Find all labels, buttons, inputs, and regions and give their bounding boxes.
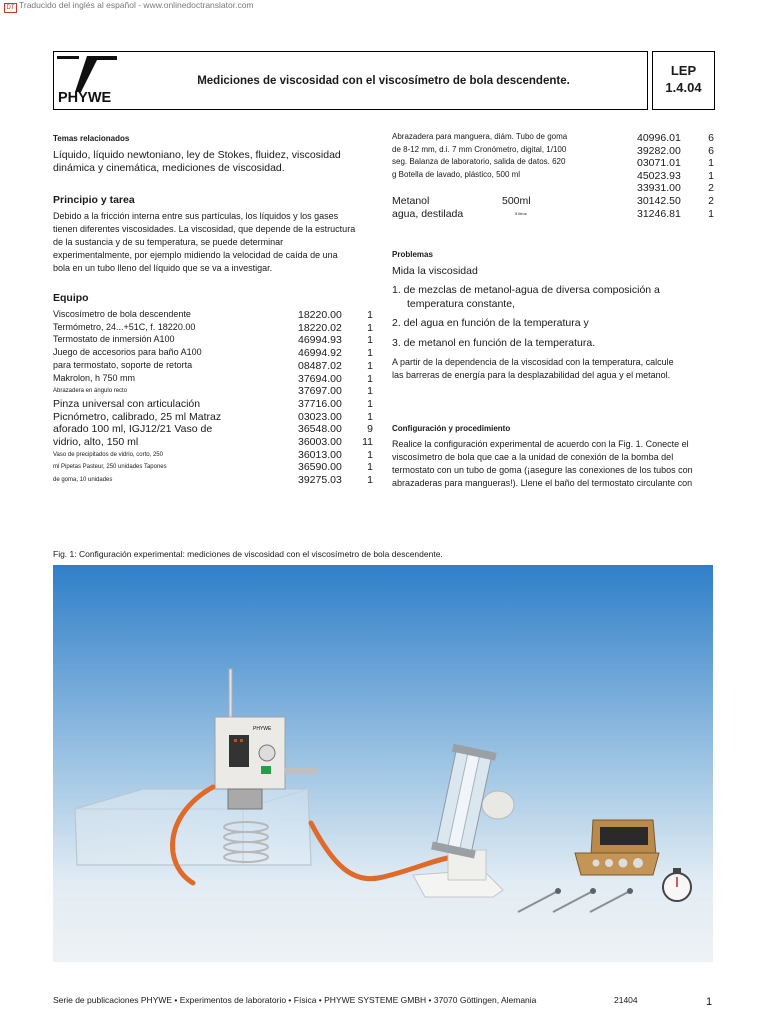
list-item [53, 423, 373, 436]
item-name: Pinza universal con articulación [53, 397, 201, 410]
list-item [392, 182, 714, 195]
list-item [53, 436, 373, 449]
problem-item-cont: temperatura constante, [407, 297, 515, 310]
related-topics-text: Líquido, líquido newtoniano, ley de Stokes, fluidez, viscosidad dinámica y cinemática, mediciones de viscosidad. [53, 149, 341, 174]
item-code: 37694.00 [298, 372, 342, 385]
item-qty: 9 [367, 423, 373, 436]
principle-heading: Principio y tarea [53, 194, 135, 206]
footer-code: 21404 [614, 995, 638, 1005]
item-qty: 1 [708, 157, 714, 169]
setup-text: Realice la configuración experimental de acuerdo con la Fig. 1. Conecte el viscosímetro de bola que cae a la unidad de conexión de la bomba del termostato con un tubo de goma (¡asegure las conexiones de los tubos con abrazaderas para mangueras!). Llene el baño del termostato circulante con [392, 439, 693, 488]
chemicals-list [392, 195, 714, 223]
problems-intro: Mida la viscosidad [392, 265, 478, 277]
item-name: Picnómetro, calibrado, 25 ml Matraz [53, 410, 222, 423]
item-code: 45023.93 [637, 169, 681, 182]
equipment-list-continued [392, 132, 714, 198]
translator-banner-text: Traducido del inglés al español - www.onlinedoctranslator.com [19, 0, 254, 10]
problems-list [392, 284, 714, 350]
lep-box [652, 51, 715, 110]
document-header [53, 51, 648, 110]
item-name: para termostato, soporte de retorta [53, 359, 193, 370]
list-item: Metanol 500ml 30142.50 2 [392, 195, 714, 207]
setup-heading: Configuración y procedimiento [392, 424, 511, 433]
equipment-heading: Equipo [53, 292, 89, 304]
item-qty: 1 [367, 347, 373, 360]
item-name: Abrazadera para manguera, diám. Tubo de goma [392, 132, 568, 141]
item-qty: 1 [367, 397, 373, 410]
list-item [53, 385, 373, 398]
item-code: 33931.00 [637, 182, 681, 194]
item-qty: 1 [367, 334, 373, 347]
equipment-list [53, 309, 373, 489]
item-code: 36003.00 [298, 436, 342, 448]
item-name: g Botella de lavado, plástico, 500 ml [392, 169, 521, 179]
item-code: 39282.00 [637, 144, 681, 157]
list-item [53, 461, 373, 474]
problems-heading: Problemas [392, 250, 433, 259]
lep-label: LEP [670, 63, 697, 78]
list-item [392, 145, 714, 158]
phywe-logo-text: PHYWE [58, 90, 112, 106]
page-number: 1 [706, 996, 713, 1008]
list-item [53, 347, 373, 360]
list-item [53, 360, 373, 373]
item-code: 39275.03 [298, 474, 342, 487]
item-qty: 1 [367, 359, 373, 372]
item-qty: 6 [708, 132, 714, 144]
item-name: Viscosímetro de bola descendente [53, 309, 191, 319]
list-item [53, 398, 373, 411]
item-qty: 1 [367, 372, 373, 385]
item-code: 03071.01 [637, 157, 681, 169]
item-code: 46994.93 [298, 334, 342, 347]
list-item [53, 309, 373, 322]
item-qty: 1 [367, 321, 373, 334]
document-title: Mediciones de viscosidad con el viscosímetro de bola descendente. [197, 74, 570, 87]
related-topics-heading: Temas relacionados [53, 134, 130, 143]
item-qty: 1 [708, 169, 714, 182]
item-code: 08487.02 [298, 359, 342, 372]
item-qty: 1 [367, 385, 373, 398]
item-qty: 11 [362, 436, 373, 448]
item-qty: 1 [367, 461, 373, 474]
item-code: 40996.01 [637, 132, 681, 144]
list-item [392, 170, 714, 183]
experiment-photo [53, 565, 713, 962]
item-code: 36590.00 [298, 461, 342, 474]
item-qty: 1 [367, 309, 373, 321]
list-item [53, 373, 373, 386]
problem-item: 2. del agua en función de la temperatura y [392, 317, 589, 329]
phywe-logo [57, 56, 117, 106]
item-name: Juego de accesorios para baño A100 [53, 347, 202, 358]
item-code: 37697.00 [298, 385, 342, 398]
translator-banner[interactable] [4, 0, 254, 13]
list-item [53, 449, 373, 462]
item-code: 18220.02 [298, 321, 342, 334]
figure-caption: Fig. 1: Configuración experimental: mediciones de viscosidad con el viscosímetro de bola descendente. [53, 549, 443, 559]
footer-text: Serie de publicaciones PHYWE • Experimentos de laboratorio • Física • PHYWE SYSTEME GMBH • 37070 Göttingen, Alemania [53, 995, 537, 1005]
item-code: 36013.00 [298, 448, 342, 461]
item-code: 18220.00 [298, 309, 342, 321]
lep-number: 1.4.04 [665, 80, 702, 95]
list-item [53, 411, 373, 424]
list-item [392, 157, 714, 170]
item-code: 36548.00 [298, 423, 342, 436]
item-name: de goma, 10 unidades [53, 477, 113, 484]
item-code: 37716.00 [298, 397, 342, 410]
problems-outro: A partir de la dependencia de la viscosidad con la temperatura, calcule las barreras de energía para la desplazabilidad del agua y el metanol. [392, 357, 674, 380]
item-qty: 1 [367, 448, 373, 461]
list-item: agua, destilada 5 litros 31246.81 1 [392, 208, 714, 220]
list-item [53, 334, 373, 347]
thermostat-logo: PHYWE [253, 726, 272, 732]
item-name: de 8-12 mm, d.i. 7 mm Cronómetro, digital, 1/100 [392, 144, 567, 154]
item-qty: 2 [708, 182, 714, 194]
item-name: Makrolon, h 750 mm [53, 372, 136, 383]
principle-text: Debido a la fricción interna entre sus partículas, los líquidos y los gases tienen diferentes viscosidades. La viscosidad, que depende de la estructura de la sustancia y de su temperatura, se puede determinar experimentalmente, por ejemplo midiendo la velocidad de caída de una bola en un tubo lleno del líquido que se va a investigar. [53, 211, 356, 273]
item-qty: 1 [367, 474, 373, 487]
item-qty: 1 [367, 410, 373, 423]
list-item [53, 322, 373, 335]
item-name: Vaso de precipitados de vidrio, corto, 250 [53, 451, 163, 458]
item-qty: 6 [708, 144, 714, 157]
item-name: aforado 100 ml, IGJ12/21 Vaso de [53, 423, 213, 436]
list-item [53, 474, 373, 487]
item-code: 46994.92 [298, 347, 342, 360]
problem-item: 3. de metanol en función de la temperatura. [392, 336, 596, 349]
item-name: Termostato de inmersión A100 [53, 334, 175, 345]
item-name: ml Pipetas Pasteur, 250 unidades Tapones [53, 464, 167, 471]
item-name: Termómetro, 24...+51C, f. 18220.00 [53, 321, 196, 332]
item-code: 03023.00 [298, 410, 342, 423]
item-name: vidrio, alto, 150 ml [53, 436, 139, 448]
list-item [392, 132, 714, 145]
problem-item: 1. de mezclas de metanol-agua de diversa composición a [392, 284, 660, 296]
item-name: Abrazadera en ángulo recto [53, 388, 128, 395]
translator-logo: DT [4, 3, 17, 13]
item-name: seg. Balanza de laboratorio, salida de datos. 620 [392, 157, 566, 166]
